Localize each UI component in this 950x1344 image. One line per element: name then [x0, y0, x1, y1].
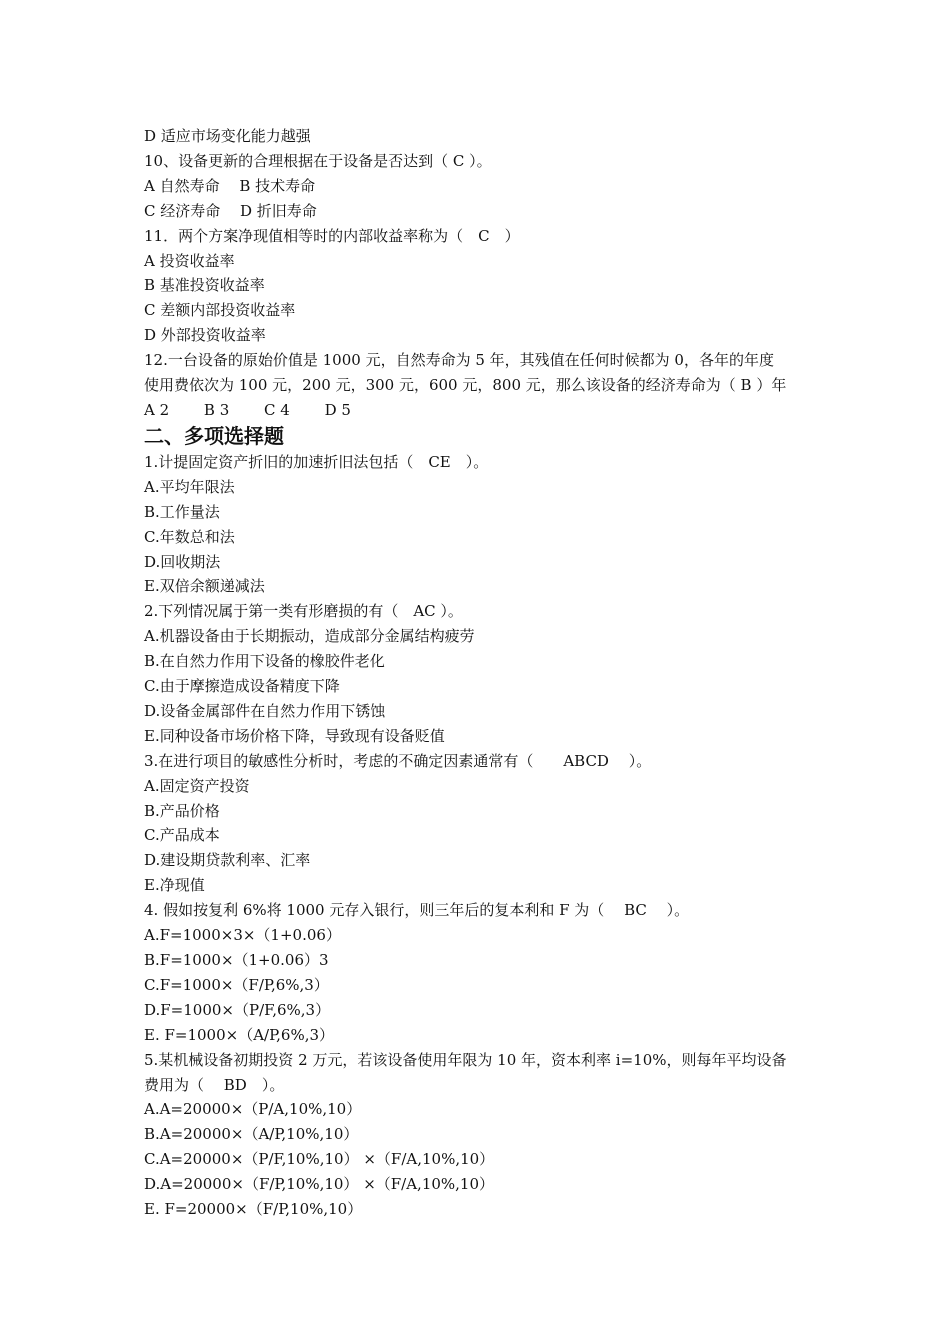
option-line: B.工作量法 — [144, 502, 220, 521]
question-line: 2.下列情况属于第一类有形磨损的有（ AC ）。 — [144, 602, 463, 621]
option-line: A.固定资产投资 — [144, 776, 250, 795]
option-line: D.回收期法 — [144, 552, 221, 571]
question-line: 5.某机械设备初期投资 2 万元，若该设备使用年限为 10 年，资本利率 i=10%，则每年平均设备 — [144, 1050, 787, 1069]
option-line: B.A=20000×（A/P,10%,10） — [144, 1125, 359, 1144]
option-line: A 2 B 3 C 4 D 5 — [144, 400, 351, 419]
option-line: B.在自然力作用下设备的橡胶件老化 — [144, 652, 385, 671]
option-line: E.净现值 — [144, 876, 205, 895]
option-line: C.年数总和法 — [144, 527, 235, 546]
option-line: A.F=1000×3×（1+0.06） — [144, 926, 341, 945]
option-line: E.双倍余额递减法 — [144, 577, 265, 596]
question-line: 4. 假如按复利 6%将 1000 元存入银行，则三年后的复本利和 F 为（ BC ）。 — [144, 901, 690, 920]
option-line: B.产品价格 — [144, 801, 220, 820]
option-line: C 差额内部投资收益率 — [144, 301, 296, 320]
option-line: D.F=1000×（P/F,6%,3） — [144, 1000, 331, 1019]
option-line: E.同种设备市场价格下降，导致现有设备贬值 — [144, 726, 445, 745]
option-line: E. F=20000×（F/P,10%,10） — [144, 1200, 363, 1219]
question-line: 3.在进行项目的敏感性分析时，考虑的不确定因素通常有（ ABCD ）。 — [144, 751, 652, 770]
option-line: E. F=1000×（A/P,6%,3） — [144, 1025, 335, 1044]
option-line: C 经济寿命 D 折旧寿命 — [144, 201, 317, 220]
question-line: 11．两个方案净现值相等时的内部收益率称为（ C ） — [144, 226, 520, 245]
option-line: D.建设期贷款利率、汇率 — [144, 851, 311, 870]
option-line: C.F=1000×（F/P,6%,3） — [144, 975, 329, 994]
question-line: 使用费依次为 100 元，200 元，300 元，600 元，800 元，那么该设备的经济寿命为（ B ）年 — [144, 376, 787, 395]
option-line: C.由于摩擦造成设备精度下降 — [144, 677, 340, 696]
option-line: B.F=1000×（1+0.06）3 — [144, 951, 329, 969]
option-line: A 投资收益率 — [144, 251, 235, 270]
option-line: A.A=20000×（P/A,10%,10） — [144, 1100, 362, 1119]
option-line: C.A=20000×（P/F,10%,10） ×（F/A,10%,10） — [144, 1150, 495, 1169]
option-line: C.产品成本 — [144, 826, 220, 845]
document-body — [144, 124, 816, 1222]
question-line: 费用为（ BD ）。 — [144, 1075, 285, 1094]
option-line: D.设备金属部件在自然力作用下锈蚀 — [144, 701, 386, 720]
option-line: A 自然寿命 B 技术寿命 — [144, 176, 316, 195]
option-line: D 外部投资收益率 — [144, 326, 266, 345]
option-line: A.机器设备由于长期振动，造成部分金属结构疲劳 — [144, 627, 475, 646]
option-line: B 基准投资收益率 — [144, 276, 265, 295]
option-line: D 适应市场变化能力越强 — [144, 127, 311, 145]
question-line: 12.一台设备的原始价值是 1000 元，自然寿命为 5 年，其残值在任何时候都为 0，各年的年度 — [144, 351, 774, 370]
question-line: 1.计提固定资产折旧的加速折旧法包括（ CE ）。 — [144, 452, 489, 471]
question-line: 10、设备更新的合理根据在于设备是否达到（ C ）。 — [144, 151, 492, 170]
section-heading: 二、多项选择题 — [144, 423, 284, 448]
option-line: D.A=20000×（F/P,10%,10） ×（F/A,10%,10） — [144, 1175, 495, 1194]
option-line: A.平均年限法 — [144, 477, 235, 496]
